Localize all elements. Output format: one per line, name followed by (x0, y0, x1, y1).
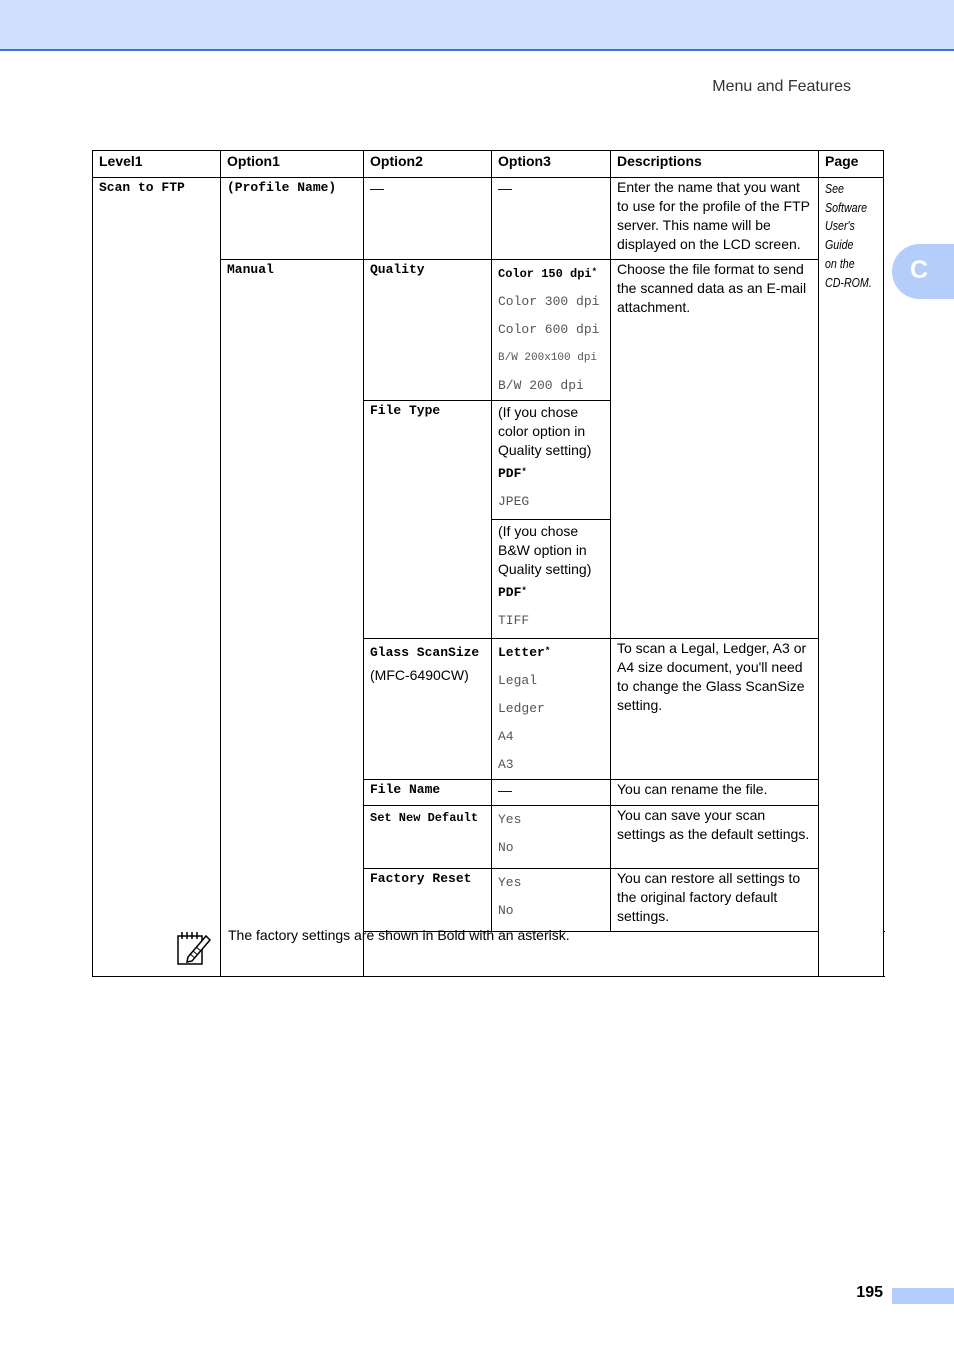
header-option3: Option3 (492, 151, 611, 178)
option3-glass-scansize (492, 639, 611, 780)
appendix-tab (892, 244, 954, 299)
option3-profile: — (492, 178, 611, 260)
file-type-color-option: JPEG (498, 494, 530, 509)
glass-option: Legal (498, 673, 538, 688)
option3-factory-reset (492, 869, 611, 932)
option3-file-name: — (492, 780, 611, 806)
description-factory-reset: You can restore all settings to the original factory default settings. (611, 869, 819, 932)
header-option1: Option1 (221, 151, 364, 178)
option3-quality (492, 260, 611, 401)
description-glass-scansize: To scan a Legal, Ledger, A3 or A4 size document, you'll need to change the Glass ScanSize setting. (611, 639, 819, 780)
level1-cell: Scan to FTP (93, 178, 221, 977)
table-row-profile (93, 178, 884, 260)
glass-scansize-label: Glass ScanSize (370, 645, 480, 660)
description-quality: Choose the file format to send the scanned data as an E-mail attachment. (611, 260, 819, 639)
option2-glass-scansize (364, 639, 492, 780)
file-type-bw-option: TIFF (498, 613, 530, 628)
note-pencil-icon (176, 930, 212, 966)
option2-file-type: File Type (364, 401, 492, 639)
glass-option: A4 (498, 729, 514, 744)
glass-option-default: Letter* (498, 645, 551, 660)
glass-option: A3 (498, 757, 514, 772)
note-text: The factory settings are shown in Bold with an asterisk. (228, 927, 570, 943)
page-ref-line: See (825, 181, 844, 196)
file-type-color-note: (If you chose color option in Quality setting) (498, 404, 592, 458)
page-number-band (892, 1288, 954, 1304)
glass-scansize-model: (MFC-6490CW) (370, 667, 469, 683)
description-profile: Enter the name that you want to use for the profile of the FTP server. This name will be displayed on the LCD screen. (611, 178, 819, 260)
factory-reset-option: No (498, 903, 514, 918)
glass-option: Ledger (498, 701, 545, 716)
factory-reset-option: Yes (498, 875, 522, 890)
quality-option-default: Color 150 dpi* (498, 267, 598, 281)
option3-file-type-color (492, 401, 611, 520)
running-head: Menu and Features (712, 78, 851, 95)
option2-set-new-default: Set New Default (364, 806, 492, 869)
file-type-color-default: PDF* (498, 466, 527, 481)
option3-file-type-bw (492, 520, 611, 639)
file-type-bw-default: PDF* (498, 585, 527, 600)
menu-table (92, 150, 884, 977)
quality-option: Color 300 dpi (498, 294, 600, 309)
page-cell (819, 178, 884, 977)
description-set-new-default: You can save your scan settings as the default settings. (611, 806, 819, 869)
option3-set-new-default (492, 806, 611, 869)
page-ref-line: Software (825, 199, 868, 215)
option2-factory-reset: Factory Reset (364, 869, 492, 932)
quality-option: B/W 200 dpi (498, 378, 584, 393)
header-descriptions: Descriptions (611, 151, 819, 178)
page-reference (825, 178, 872, 292)
appendix-tab-letter: C (910, 256, 929, 284)
header-option2: Option2 (364, 151, 492, 178)
top-band (0, 0, 954, 51)
quality-option: Color 600 dpi (498, 322, 600, 337)
file-type-bw-note: (If you chose B&W option in Quality setting) (498, 523, 592, 577)
header-page: Page (819, 151, 884, 178)
page-ref-line: Guide (825, 237, 854, 253)
option1-manual: Manual (221, 260, 364, 977)
header-row (93, 151, 884, 178)
page-number: 195 (856, 1284, 883, 1301)
page-ref-line: on the (825, 255, 855, 271)
page-ref-line: User's (825, 218, 855, 234)
option1-profile: (Profile Name) (221, 178, 364, 260)
set-new-default-option: Yes (498, 812, 522, 827)
option2-file-name: File Name (364, 780, 492, 806)
description-file-name: You can rename the file. (611, 780, 819, 806)
option2-profile: — (364, 178, 492, 260)
option2-quality: Quality (364, 260, 492, 401)
set-new-default-option: No (498, 840, 514, 855)
header-level1: Level1 (93, 151, 221, 178)
quality-option: B/W 200x100 dpi (498, 352, 598, 364)
page-ref-line: CD-ROM. (825, 274, 872, 290)
